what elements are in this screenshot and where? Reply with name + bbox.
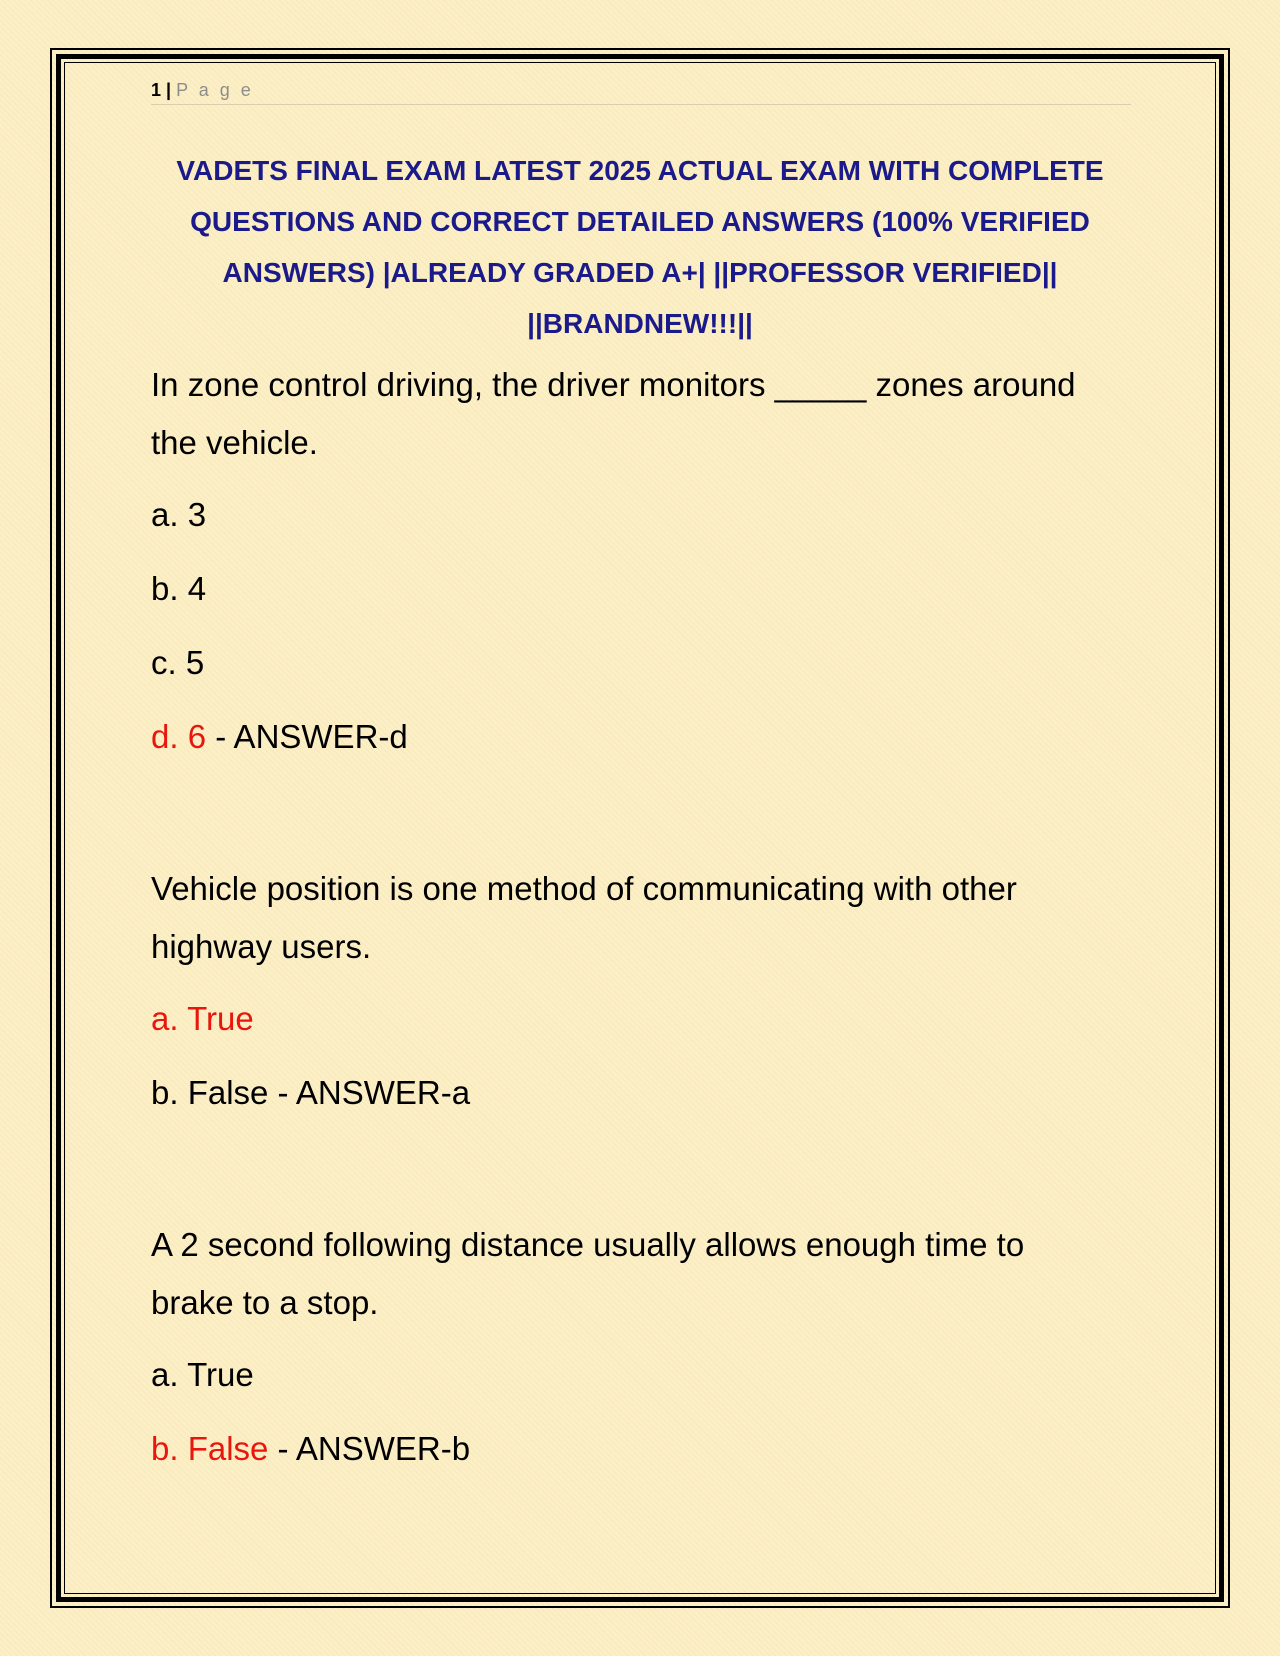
question-3-text-line-2: brake to a stop. — [151, 1284, 379, 1321]
title-line: VADETS FINAL EXAM LATEST 2025 ACTUAL EXAM WITH COMPLETE — [176, 155, 1104, 186]
title-line: ||BRANDNEW!!!|| — [527, 308, 753, 339]
question-1-text-line-1: In zone control driving, the driver monitors _____ zones around — [151, 366, 1076, 403]
question-2-option-b: b. False - ANSWER-a — [151, 1074, 471, 1111]
question-2-text-line-2: highway users. — [151, 928, 372, 965]
question-1-option-a: a. 3 — [151, 496, 207, 533]
correct-option: d. 6 — [151, 718, 207, 755]
question-3-option-b — [151, 1430, 470, 1468]
answer-key: - ANSWER-d — [206, 718, 408, 755]
page-number: 1 — [151, 80, 162, 100]
answer-key: - ANSWER-b — [268, 1430, 471, 1467]
question-1-option-c: c. 5 — [151, 644, 205, 681]
correct-option: b. False — [151, 1430, 269, 1467]
question-2-text-line-1: Vehicle position is one method of communicating with other — [151, 870, 1017, 907]
question-1-option-d — [151, 718, 408, 756]
title-line: ANSWERS) |ALREADY GRADED A+| ||PROFESSOR VERIFIED|| — [222, 257, 1058, 288]
question-1-text-line-2: the vehicle. — [151, 424, 318, 461]
title-line: QUESTIONS AND CORRECT DETAILED ANSWERS (100% VERIFIED — [190, 206, 1090, 237]
question-1-option-b: b. 4 — [151, 570, 207, 607]
question-3-text-line-1: A 2 second following distance usually allows enough time to — [151, 1226, 1025, 1263]
page-header — [151, 78, 1131, 105]
question-3-option-a: a. True — [151, 1356, 254, 1393]
header-separator: | — [166, 80, 172, 100]
page-label: P a g e — [176, 80, 254, 100]
question-2-option-a: a. True — [151, 1000, 254, 1037]
document-title — [140, 145, 1140, 349]
